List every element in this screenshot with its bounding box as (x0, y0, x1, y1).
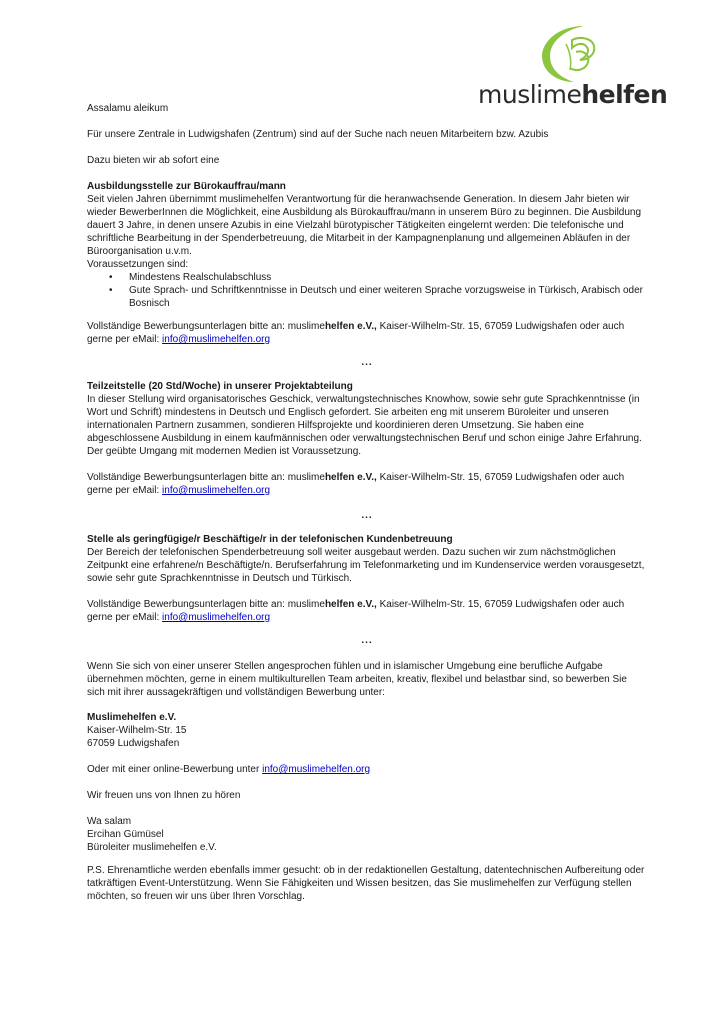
looking-forward: Wir freuen uns von Ihnen zu hören (87, 790, 241, 801)
offer-line: Dazu bieten wir ab sofort eine (87, 155, 220, 166)
job2-body: In dieser Stellung wird organisatorisches Geschick, verwaltungstechnisches Knowhow, sowie sehr gute Sprachkenntnisse (in Wort und Schrift) mindestens in Deutsch und Englisch gefordert. Sie arbeiten eng mit unserem Büroleiter und unseren internationalen Partnern zusammen, sondieren Hilfsprojekte und koordinieren deren Umsetzung. Sie haben eine abgeschlossene Ausbildung in einem kaufmännischen oder verwaltungstechnischen Beruf und schon einige Jahre Erfahrung. Der geübte Umgang mit modernen Medien ist Voraussetzung. (87, 394, 642, 457)
job3-section (87, 533, 647, 585)
job1-requirements-label: Voraussetzungen sind: (87, 259, 189, 270)
online-application-line (87, 763, 647, 776)
job1-body: Seit vielen Jahren übernimmt muslimehelfen Verantwortung für die heranwachsende Generation. In diesem Jahr bieten wir wieder BewerberInnen die Möglichkeit, eine Ausbildung als Bürokauffrau/mann in unserem Büro zu beginnen. Die Ausbildung dauert 3 Jahre, in denen unsere Azubis in eine Vielzahl bürotypischer Tätigkeiten eingelernt werden: Die telefonische und schriftliche Bearbeitung in der Spenderbetreuung, die Mitarbeit in der Kampagnenplanung und allgemeinen Abläufen in der Büroorganisation u.v.m. (87, 194, 642, 257)
address-org: Muslimehelfen e.V. (87, 712, 177, 723)
email-link[interactable]: info@muslimehelfen.org (162, 485, 271, 496)
apply-address: Kaiser-Wilhelm-Str. 15, 67059 Ludwigshafen oder auch gerne per eMail: (87, 321, 625, 345)
separator: ... (361, 635, 373, 646)
list-item: • Gute Sprach- und Schriftkenntnisse in Deutsch und einer weiteren Sprache vorzugsweise in Türkisch, Arabisch oder Bosnisch (87, 284, 647, 310)
apply-paragraph-3 (87, 598, 647, 624)
address-city: 67059 Ludwigshafen (87, 738, 180, 749)
email-link[interactable]: info@muslimehelfen.org (262, 764, 371, 775)
apply-paragraph-1 (87, 320, 647, 346)
address-street: Kaiser-Wilhelm-Str. 15 (87, 725, 187, 736)
greeting: Assalamu aleikum (87, 103, 169, 114)
job2-section (87, 380, 647, 458)
apply-org: helfen e.V., (324, 321, 377, 332)
signature-salutation: Wa salam (87, 816, 132, 827)
intro-paragraph: Für unsere Zentrale in Ludwigshafen (Zentrum) sind auf der Suche nach neuen Mitarbeitern bzw. Azubis (87, 129, 549, 140)
signature-name: Ercihan Gümüsel (87, 829, 164, 840)
job2-title: Teilzeitstelle (20 Std/Woche) in unserer Projektabteilung (87, 381, 353, 392)
apply-address: Kaiser-Wilhelm-Str. 15, 67059 Ludwigshafen oder auch gerne per eMail: (87, 599, 625, 623)
apply-address: Kaiser-Wilhelm-Str. 15, 67059 Ludwigshafen oder auch gerne per eMail: (87, 472, 625, 496)
email-link[interactable]: info@muslimehelfen.org (162, 612, 271, 623)
job1-title: Ausbildungsstelle zur Bürokauffrau/mann (87, 181, 286, 192)
apply-prefix: Vollständige Bewerbungsunterlagen bitte an: muslime (87, 321, 325, 332)
logo-text-helfen: helfen (581, 80, 668, 109)
separator: ... (361, 510, 373, 521)
apply-prefix: Vollständige Bewerbungsunterlagen bitte an: muslime (87, 599, 325, 610)
closing-paragraph: Wenn Sie sich von einer unserer Stellen angesprochen fühlen und in islamischer Umgebung eine berufliche Aufgabe übernehmen möchten, gerne in einem multikulturellen Team arbeiten, kreativ, flexibel und belastbar sind, so bewerben Sie sich mit ihrer aussagekräftigen und vollständigen Bewerbung unter: (87, 661, 627, 698)
apply-prefix: Vollständige Bewerbungsunterlagen bitte an: muslime (87, 472, 325, 483)
apply-org: helfen e.V., (324, 599, 377, 610)
apply-paragraph-2 (87, 471, 647, 497)
signature-block (87, 815, 647, 854)
muslimehelfen-logo (478, 22, 668, 112)
online-prefix: Oder mit einer online-Bewerbung unter (87, 764, 263, 775)
address-block (87, 711, 647, 750)
logo-text-muslime: muslime (478, 80, 582, 109)
signature-role: Büroleiter muslimehelfen e.V. (87, 842, 217, 853)
crescent-emblem-icon (526, 22, 636, 84)
ps-paragraph: P.S. Ehrenamtliche werden ebenfalls immer gesucht: ob in der redaktionellen Gestaltung, datentechnischen Aufbereitung oder tatkräftigen Event-Unterstützung. Wenn Sie Fähigkeiten und Wissen besitzen, das Sie muslimehelfen zur Verfügung stellen möchten, so freuen wir uns über Ihren Vorschlag. (87, 865, 645, 902)
apply-org: helfen e.V., (324, 472, 377, 483)
job3-body: Der Bereich der telefonischen Spenderbetreuung soll weiter ausgebaut werden. Dazu suchen wir zum nächstmöglichen Zeitpunkt eine erfahrene/n Beschäftigte/n. Berufserfahrung im Telefonmarketing und im Kundenservice werden vorausgesetzt, sowie sehr gute Sprachkenntnisse in Deutsch und Türkisch. (87, 547, 645, 584)
job3-title: Stelle als geringfügige/r Beschäftige/r in der telefonischen Kundenbetreuung (87, 534, 453, 545)
list-item: • Mindestens Realschulabschluss (87, 271, 647, 284)
requirements-list (87, 271, 647, 310)
separator: ... (361, 357, 373, 368)
job1-section (87, 180, 647, 310)
email-link[interactable]: info@muslimehelfen.org (162, 334, 271, 345)
